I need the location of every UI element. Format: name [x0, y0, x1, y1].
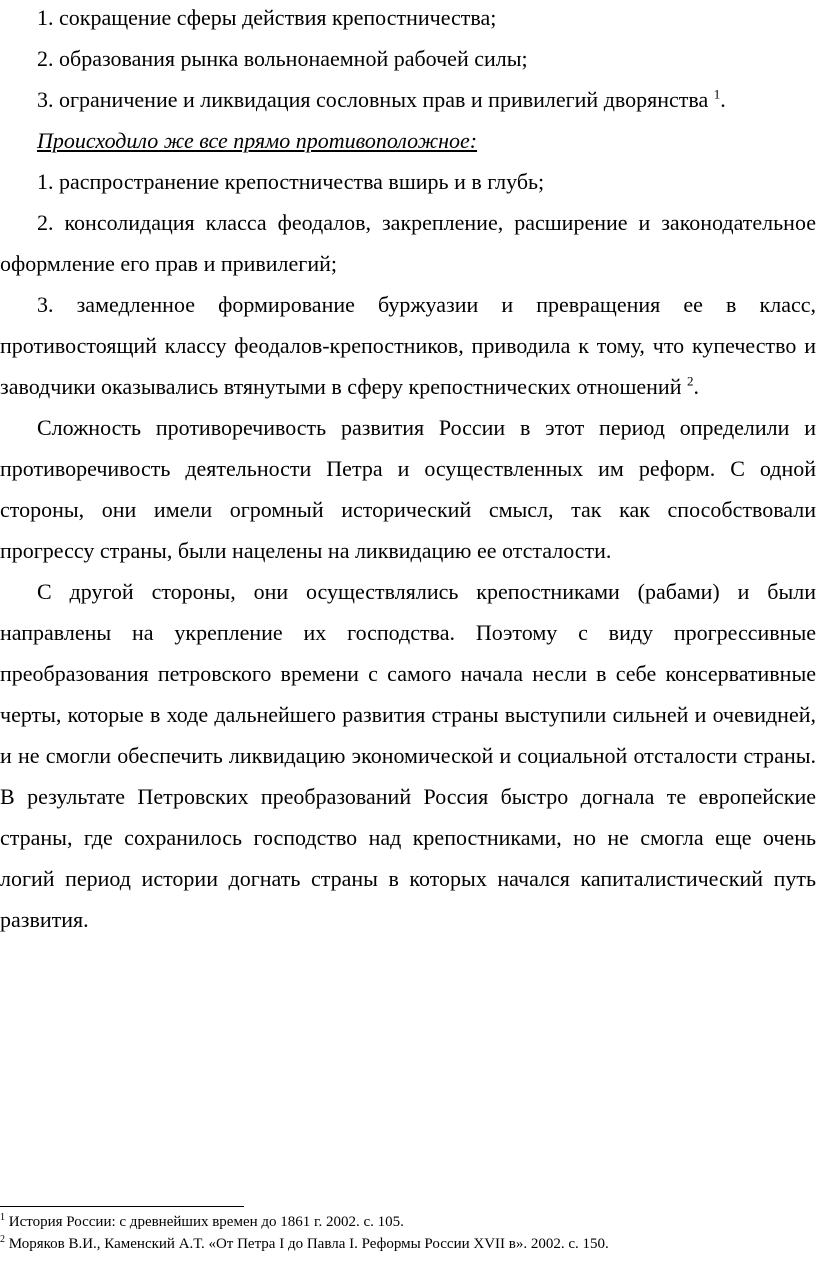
list-item-text: 3. ограничение и ликвидация сословных прав и привилегий дворянства: [37, 87, 709, 112]
footnote-ref-1[interactable]: 1: [713, 86, 721, 102]
list-item-reduction-serfdom: 1. сокращение сферы действия крепостничества;: [37, 5, 497, 30]
footnote-text: История России: с древнейших времен до 1861 г. 2002. с. 105.: [5, 1214, 404, 1230]
footnote-1: [0, 1211, 816, 1233]
footnote-ref-2[interactable]: 2: [686, 373, 694, 389]
footnote-text: Моряков В.И., Каменский А.Т. «От Петра I до Павла I. Реформы России XVII в». 2002. с. 150.: [5, 1236, 609, 1252]
footnote-marker: 2: [0, 1234, 5, 1245]
list-item-spread-serfdom: 1. распространение крепостничества вширь и в глубь;: [37, 169, 545, 194]
list-item-bourgeoisie: [0, 284, 816, 407]
footnote-marker: 1: [0, 1212, 5, 1223]
paragraph-contradictions: Сложность противоречивость развития России в этот период определили и противоречивость деятельности Петра и осуществленных им реформ. С одной стороны, они имели огромный исторический смысл, так как способствовали прогрессу страны, были нацелены на ликвидацию ее отсталости.: [0, 415, 816, 563]
footnote-separator: [0, 1206, 244, 1207]
list-item-nobility-privileges: [0, 79, 816, 120]
paragraph-other-side: С другой стороны, они осуществлялись крепостниками (рабами) и были направлены на укрепление их господства. Поэтому с виду прогрессивные преобразования петровского времени с самого начала несли в себе консервативные черты, которые в ходе дальнейшего развития страны выступили сильней и очевидней, и не смогли обеспечить ликвидацию экономической и социальной отсталости страны. В результате Петровских преобразований Россия быстро догнала те европейские страны, где сохранилось господство над крепостниками, но не смогла еще очень логий период истории догнать страны в которых начался капиталистический путь развития.: [0, 579, 816, 932]
section-heading: [0, 120, 816, 161]
list-item-labor-market: 2. образования рынка вольнонаемной рабочей силы;: [37, 46, 528, 71]
heading-text: Происходило же все прямо противоположное:: [37, 128, 478, 153]
list-item-text: 3. замедленное формирование буржуазии и превращения ее в класс, противостоящий классу феодалов-крепостников, приводила к тому, что купечество и заводчики оказывались втянутыми в сферу крепостнических отношений: [0, 292, 816, 399]
footnote-2: [0, 1233, 816, 1255]
list-item-end: .: [720, 87, 726, 112]
footnotes: [0, 1211, 816, 1255]
list-item-consolidation: 2. консолидация класса феодалов, закрепление, расширение и законодательное оформление его прав и привилегий;: [0, 210, 816, 276]
list-item-end: .: [693, 374, 699, 399]
